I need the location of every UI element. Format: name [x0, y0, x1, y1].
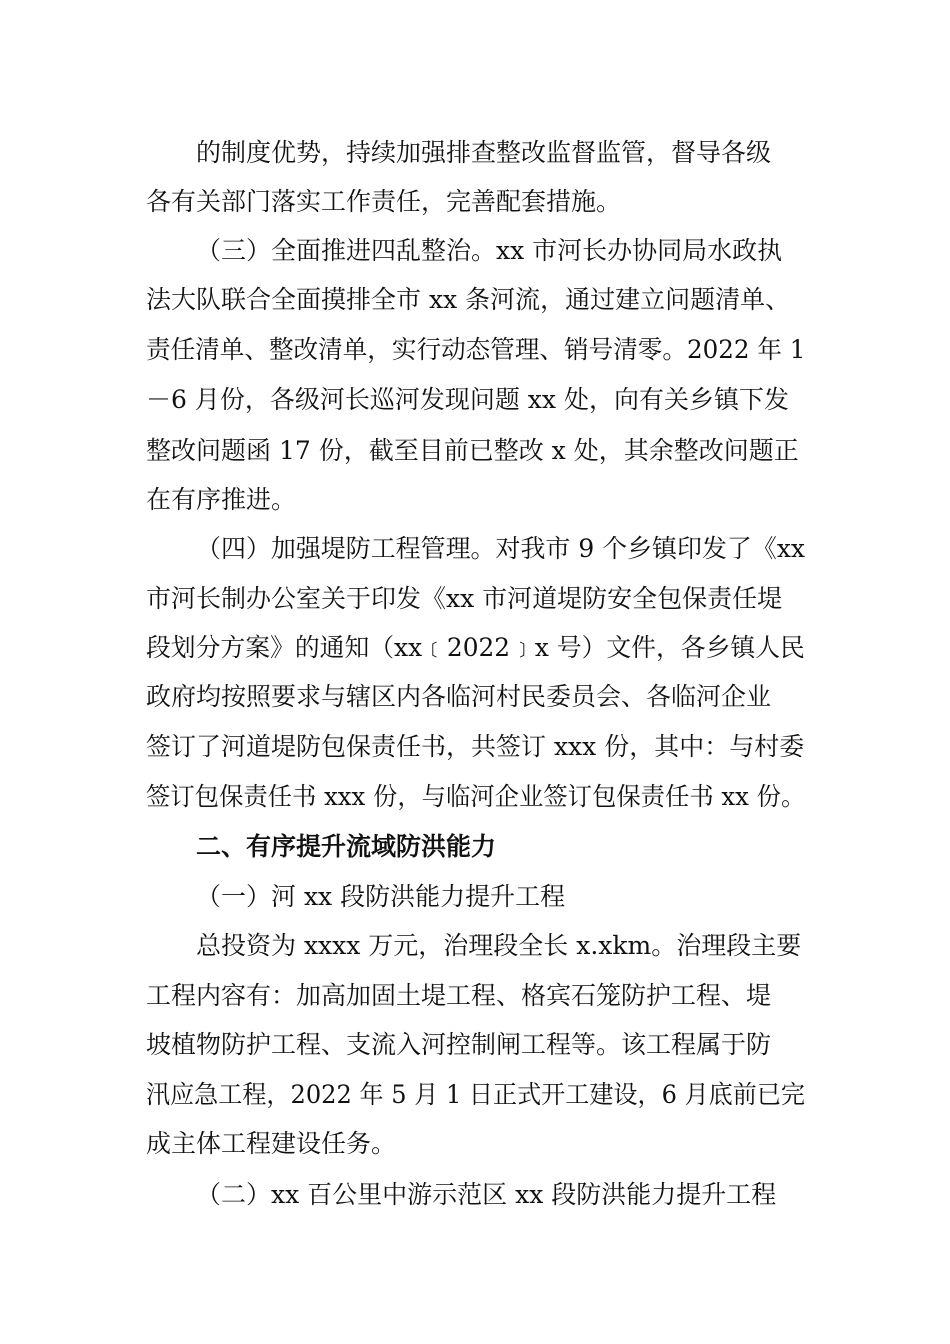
text-line: 法大队联合全面摸排全市 xx 条河流，通过建立问题清单、: [146, 285, 791, 314]
section-heading-3: （三）全面推进四乱整治。xx 市河长办协同局水政执: [196, 236, 783, 265]
text-line: 签订了河道堤防包保责任书，共签订 xxx 份，其中：与村委: [146, 732, 805, 761]
text-line: 政府均按照要求与辖区内各临河村民委员会、各临河企业: [146, 682, 772, 711]
text-line: 市河长制办公室关于印发《xx 市河道堤防安全包保责任堤: [146, 584, 783, 613]
text-line: 整改问题函 17 份，截至目前已整改 x 处，其余整改问题正: [146, 436, 799, 465]
text-line: 签订包保责任书 xxx 份，与临河企业签订包保责任书 xx 份。: [146, 782, 806, 811]
text-line: 坡植物防护工程、支流入河控制闸工程等。该工程属于防: [146, 1030, 772, 1059]
text-line: －6 月份，各级河长巡河发现问题 xx 处，向有关乡镇下发: [146, 385, 789, 414]
text-line: 总投资为 xxxx 万元，治理段全长 x.xkm。治理段主要: [196, 931, 802, 960]
chapter-heading: 二、有序提升流域防洪能力: [196, 832, 497, 861]
text-line: 各有关部门落实工作责任，完善配套措施。: [146, 187, 622, 216]
text-line: 责任清单、整改清单，实行动态管理、销号清零。2022 年 1: [146, 335, 806, 364]
subsection-heading-2: （二）xx 百公里中游示范区 xx 段防洪能力提升工程: [196, 1180, 777, 1209]
text-line: 工程内容有：加高加固土堤工程、格宾石笼防护工程、堤: [146, 981, 772, 1010]
subsection-heading-1: （一）河 xx 段防洪能力提升工程: [196, 882, 566, 911]
text-line: 段划分方案》的通知（xx﹝2022﹞x 号）文件，各乡镇人民: [146, 633, 805, 662]
text-line: 的制度优势，持续加强排查整改监督监管，督导各级: [196, 138, 772, 167]
text-line: 在有序推进。: [146, 485, 297, 514]
text-line: 汛应急工程，2022 年 5 月 1 日正式开工建设，6 月底前已完: [146, 1080, 806, 1109]
section-heading-4: （四）加强堤防工程管理。对我市 9 个乡镇印发了《xx: [196, 534, 805, 563]
text-line: 成主体工程建设任务。: [146, 1129, 397, 1158]
